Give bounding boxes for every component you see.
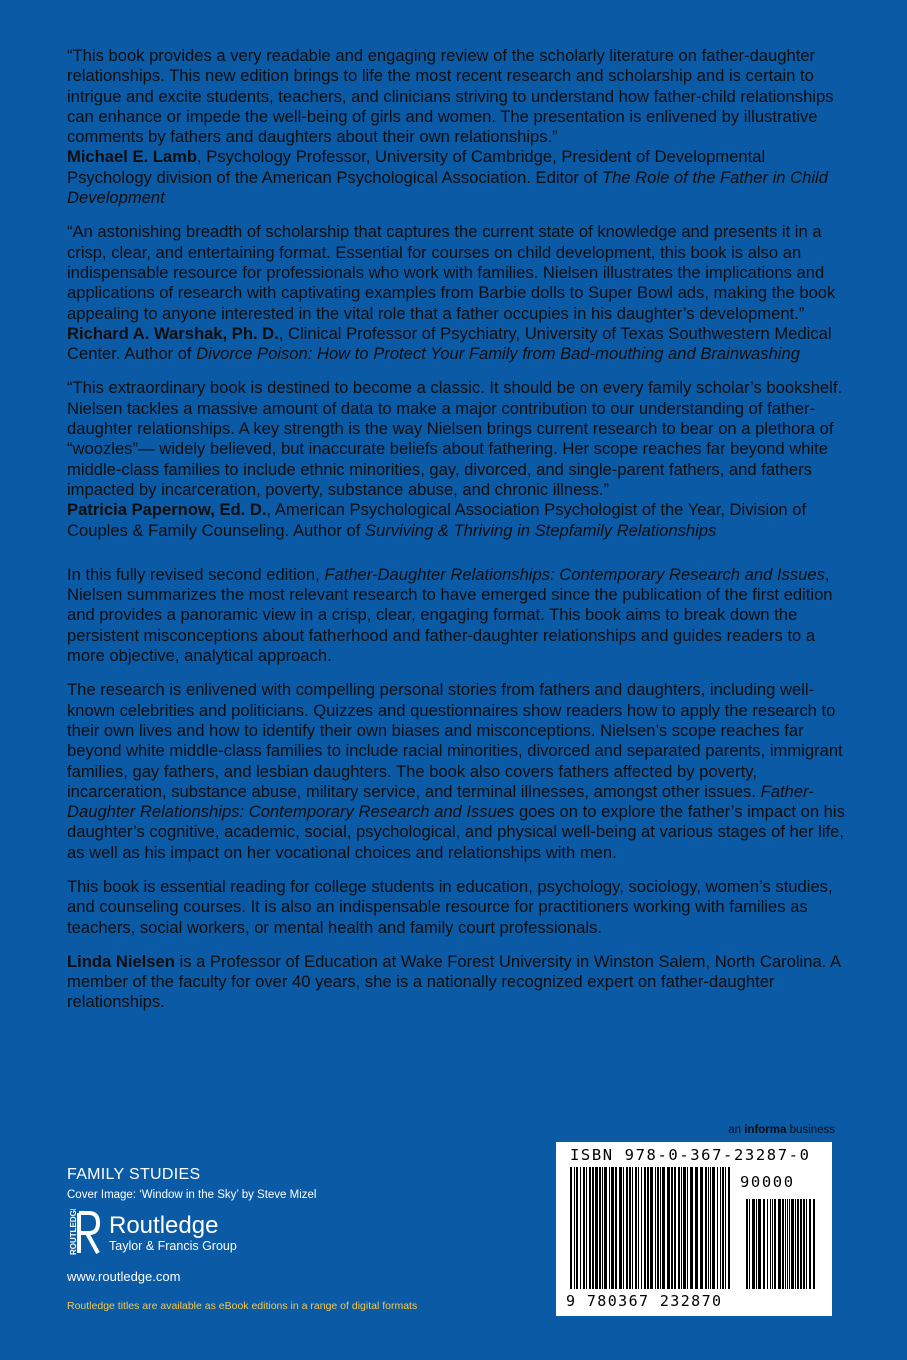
- review-3: [67, 378, 847, 540]
- barcode-bar: [695, 1167, 698, 1289]
- barcode-bar: [619, 1167, 622, 1289]
- barcode-bar: [678, 1167, 680, 1289]
- barcode-bar: [725, 1167, 726, 1289]
- reviewer-name: Patricia Papernow, Ed. D.: [67, 500, 267, 520]
- barcode-bar: [681, 1167, 682, 1289]
- barcode-bar: [674, 1167, 676, 1289]
- description-paragraph-2: The research is enlivened with compelling personal stories from fathers and daughters, including well-known celebrities and politicians. Quizzes and questionnaires show readers how to apply the research to their own lives and how to identify their own biases and misconceptions. Nielsen’s scope reaches far beyond white middle-class families to include racial minorities, divorced and separated parents, immigrant families, gay fathers, and lesbian daughters. The book also covers fathers affected by poverty, incarceration, substance abuse, military service, and terminal illnesses, amongst other issues. Father-Daughter Relationships: Contemporary Research and Issues goes on to explore the father’s impact on his daughter’s cognitive, academic, social, psychological, and physical well-being at various stages of her life, as well as his impact on her vocational choices and relationships with men.: [67, 680, 845, 862]
- barcode-bars: [570, 1167, 820, 1292]
- reviewer-work: The Role of the Father in Child Development: [67, 167, 828, 208]
- barcode-bar: [632, 1167, 633, 1289]
- barcode-bar: [797, 1199, 799, 1289]
- routledge-vertical-text: ROUTLEDGE: [69, 1209, 78, 1255]
- barcode-bar: [650, 1167, 653, 1289]
- barcode-bar: [800, 1199, 802, 1289]
- review-quote: “An astonishing breadth of scholarship that captures the current state of knowledge and presents it in a crisp, clear, and entertaining format. Essential for courses on child development, this book is also an indispensable resource for professionals who work with families. Nielsen illustrates the implications and applications of research with captivating examples from Barbie dolls to Super Bowl ads, making the book appealing to anyone interested in the vital role that a father occupies in his daughter’s development.”: [67, 222, 836, 323]
- barcode-bar: [604, 1167, 607, 1289]
- barcode-bar: [752, 1199, 755, 1289]
- barcode-bar: [589, 1167, 591, 1289]
- barcode-bar: [592, 1167, 594, 1289]
- barcode-bar: [611, 1167, 614, 1289]
- review-1: [67, 46, 847, 208]
- barcode-bar: [809, 1199, 811, 1289]
- barcode-bar: [795, 1199, 796, 1289]
- barcode-bar: [635, 1167, 637, 1289]
- barcode-bar: [774, 1199, 776, 1289]
- price-code: 90000: [740, 1173, 795, 1191]
- barcode-bar: [576, 1167, 578, 1289]
- barcode-digits: 9 780367 232870: [566, 1292, 723, 1310]
- barcode-bar: [806, 1199, 807, 1289]
- book-title: Father-Daughter Relationships: Contemporary Research and Issues: [67, 781, 814, 822]
- barcode-bar: [657, 1167, 659, 1289]
- barcode-bar: [728, 1167, 730, 1289]
- barcode-bar: [700, 1167, 703, 1289]
- barcode-bar: [758, 1199, 761, 1289]
- book-title: Father-Daughter Relationships: Contemporary Research and Issues: [324, 564, 825, 584]
- barcode-bar: [789, 1199, 790, 1289]
- reviewer-work: Surviving & Thriving in Stepfamily Relationships: [364, 520, 717, 540]
- barcode-bar: [609, 1167, 610, 1289]
- barcode-bar: [785, 1199, 786, 1289]
- barcode-bar: [767, 1199, 768, 1289]
- barcode-bar: [717, 1167, 718, 1289]
- publisher-footer: [67, 1166, 487, 1284]
- barcode-bar: [671, 1167, 673, 1289]
- review-quote: “This book provides a very readable and engaging review of the scholarly literature on father-daughter relationships. This new edition brings to life the most recent research and scholarship and is certain to intrigue and excite students, teachers, and clinicians striving to understand how father-child relationships can enhance or impede the well-being of girls and women. The presentation is enlivened by illustrative comments by fathers and daughters about their own relationships.”: [67, 46, 834, 147]
- barcode-bar: [746, 1199, 748, 1289]
- reviewer-name: Richard A. Warshak, Ph. D.: [67, 323, 279, 343]
- author-name: Linda Nielsen: [67, 951, 175, 971]
- barcode-bar: [638, 1167, 639, 1289]
- barcode-bar: [602, 1167, 603, 1289]
- isbn-barcode: [556, 1142, 832, 1316]
- reviewer-work: Divorce Poison: How to Protect Your Family from Bad-mouthing and Brainwashing: [196, 344, 800, 364]
- routledge-logo: [67, 1209, 487, 1257]
- publisher-name: Routledge: [109, 1211, 219, 1239]
- description-paragraph-1: In this fully revised second edition, Father-Daughter Relationships: Contemporary Research and Issues, Nielsen summarizes the most relevant research to have emerged since the publication of the first edition and provides a panoramic view in a crisp, clear, engaging format. This book aims to break down the persistent misconceptions about fatherhood and father-daughter relationships and guides readers to a more objective, analytical approach.: [67, 564, 833, 666]
- barcode-bar: [787, 1199, 788, 1289]
- review-attribution: Richard A. Warshak, Ph. D., Clinical Professor of Psychiatry, University of Texas Southwestern Medical Center. Author of Divorce Poison: How to Protect Your Family from Bad-mouthing and Brainwashing: [67, 323, 832, 364]
- barcode-bar: [770, 1199, 771, 1289]
- barcode-bar: [708, 1167, 709, 1289]
- barcode-bar: [655, 1167, 656, 1289]
- barcode-bar: [644, 1167, 646, 1289]
- review-attribution: Michael E. Lamb, Psychology Professor, University of Cambridge, President of Developmental Psychology division of the American Psychological Association. Editor of The Role of the Father in Child Development: [67, 147, 828, 208]
- barcode-bar: [772, 1199, 773, 1289]
- informa-business-mark: an informa business: [728, 1124, 835, 1136]
- barcode-bar: [722, 1167, 724, 1289]
- barcode-bar: [647, 1167, 649, 1289]
- barcode-bar: [712, 1167, 715, 1289]
- barcode-bar: [763, 1199, 765, 1289]
- barcode-bar: [583, 1167, 585, 1289]
- barcode-bar: [667, 1167, 670, 1289]
- barcode-bar: [660, 1167, 661, 1289]
- barcode-bar: [813, 1199, 815, 1289]
- author-bio: Linda Nielsen is a Professor of Education at Wake Forest University in Winston Salem, North Carolina. A member of the faculty for over 40 years, she is a nationally recognized expert on father-daughter relationships.: [67, 951, 841, 1012]
- barcode-bar: [690, 1167, 693, 1289]
- barcode-bar: [629, 1167, 631, 1289]
- barcode-bar: [687, 1167, 688, 1289]
- barcode-bar: [580, 1167, 581, 1289]
- category-label: FAMILY STUDIES: [67, 1166, 201, 1183]
- barcode-bar: [599, 1167, 601, 1289]
- barcode-bar: [623, 1167, 624, 1289]
- barcode-bar: [749, 1199, 750, 1289]
- barcode-bar: [574, 1167, 575, 1289]
- barcode-bar: [803, 1199, 805, 1289]
- isbn-label: ISBN 978-0-367-23287-0: [570, 1146, 811, 1164]
- review-quote: “This extraordinary book is destined to become a classic. It should be on every family scholar’s bookshelf. Nielsen tackles a massive amount of data to make a major contribution to our understanding of father-daughter relationships. A key strength is the way Nielsen brings current research to bear on a plethora of “woozles”— widely believed, but inaccurate beliefs about fathering. Her scope reaches far beyond white middle-class families to include ethnic minorities, gay, divorced, and single-parent fathers, and fathers impacted by incarceration, poverty, substance abuse, and chronic illness.”: [67, 378, 843, 499]
- barcode-bar: [626, 1167, 628, 1289]
- barcode-bar: [720, 1167, 721, 1289]
- publisher-group: Taylor & Francis Group: [109, 1238, 237, 1253]
- back-cover-text: [67, 46, 847, 1027]
- barcode-bar: [756, 1199, 757, 1289]
- barcode-bar: [778, 1199, 781, 1289]
- barcode-bar: [710, 1167, 711, 1289]
- review-attribution: Patricia Papernow, Ed. D., American Psychological Association Psychologist of the Year, Division of Couples & Family Counseling. Author of Surviving & Thriving in Stepfamily Relationships: [67, 500, 807, 540]
- barcode-bar: [586, 1167, 587, 1289]
- barcode-bar: [791, 1199, 794, 1289]
- cover-credit: Cover Image: ‘Window in the Sky’ by Steve Mizel: [67, 1189, 317, 1201]
- routledge-logo-icon: [67, 1209, 101, 1257]
- review-2: [67, 222, 847, 364]
- barcode-bar: [615, 1167, 617, 1289]
- description-paragraph-3: This book is essential reading for college students in education, psychology, sociology, women’s studies, and counseling courses. It is also an indispensable resource for practitioners working with families as teachers, social workers, or mental health and family court professionals.: [67, 876, 833, 937]
- barcode-bar: [705, 1167, 707, 1289]
- reviewer-name: Michael E. Lamb: [67, 147, 198, 167]
- barcode-bar: [683, 1167, 686, 1289]
- barcode-bar: [570, 1167, 572, 1289]
- publisher-url[interactable]: www.routledge.com: [67, 1269, 181, 1284]
- barcode-bar: [782, 1199, 784, 1289]
- barcode-bar: [641, 1167, 642, 1289]
- barcode-bar: [595, 1167, 598, 1289]
- barcode-bar: [662, 1167, 665, 1289]
- ebook-note: Routledge titles are available as eBook editions in a range of digital formats: [67, 1300, 418, 1312]
